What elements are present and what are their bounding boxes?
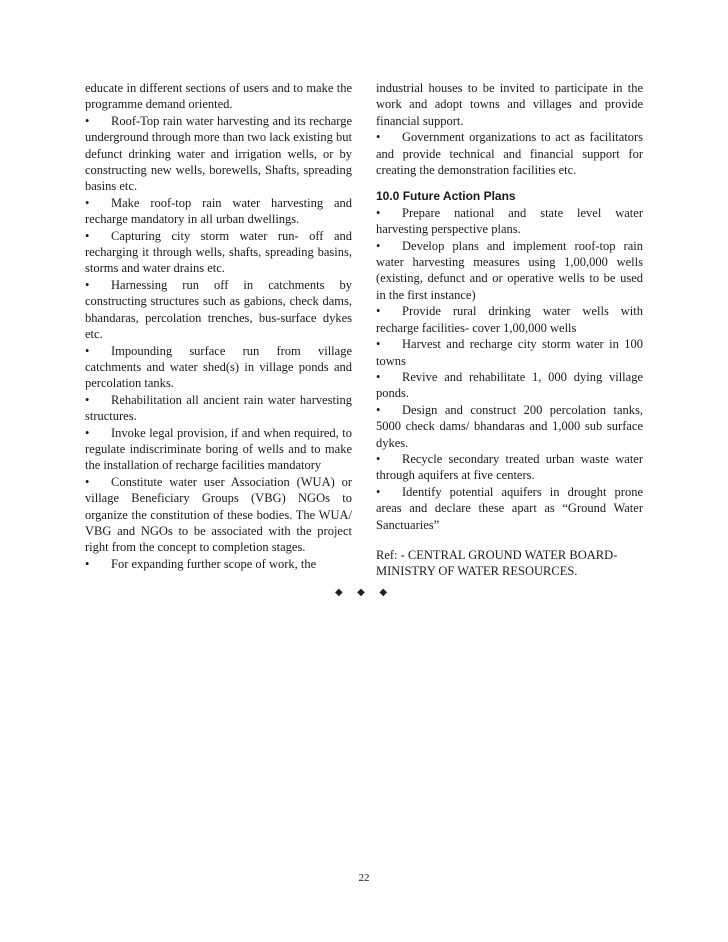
bullet-marker: • — [376, 451, 381, 466]
left-continuation-paragraph: educate in different sections of users and to make the programme demand oriented. — [85, 81, 352, 112]
list-item: • Impounding surface run from village catchments and water shed(s) in village ponds and percolation tanks. — [85, 343, 352, 391]
reference-note: Ref: - CENTRAL GROUND WATER BOARD-MINISTRY OF WATER RESOURCES. — [376, 547, 618, 579]
bullet-marker: • — [376, 304, 381, 319]
list-item: • Constitute water user Association (WUA) or village Beneficiary Groups (VBG) NGOs to organize the constitution of these bodies. The WUA/ VBG and NGOs to be associated with the project right from the concept to completion stages. — [85, 474, 352, 555]
list-item: • Capturing city storm water run- off and recharging it through wells, shafts, spreading basins, storms and water drains etc. — [85, 228, 352, 276]
bullet-marker: • — [376, 402, 381, 417]
bullet-marker: • — [85, 474, 90, 489]
bullet-marker: • — [85, 425, 90, 440]
bullet-marker: • — [376, 130, 381, 145]
list-item: • Invoke legal provision, if and when required, to regulate indiscriminate boring of wells and to make the installation of recharge facilities mandatory — [85, 425, 352, 473]
list-item: • Recycle secondary treated urban waste water through aquifers at five centers. — [376, 451, 643, 483]
list-item: • Prepare national and state level water harvesting perspective plans. — [376, 205, 643, 237]
left-bullet-list — [85, 113, 352, 572]
bullet-marker: • — [85, 195, 90, 210]
list-item: • Roof-Top rain water harvesting and its recharge underground through more than two lack existing but defunct drinking water and irrigation wells, or by constructing new wells, borewells, Shafts, spreading basins etc. — [85, 113, 352, 194]
list-item: • Make roof-top rain water harvesting and recharge mandatory in all urban dwellings. — [85, 195, 352, 227]
bullet-marker: • — [85, 556, 90, 571]
left-column — [85, 80, 352, 572]
list-item: • Identify potential aquifers in drought prone areas and declare these apart as “Ground Water Sanctuaries” — [376, 484, 643, 532]
right-column — [376, 80, 643, 580]
list-item: • Harnessing run off in catchments by constructing structures such as gabions, check dams, bhandaras, percolation trenches, bus-surface dykes etc. — [85, 277, 352, 342]
right-continuation-paragraph: industrial houses to be invited to participate in the work and adopt towns and villages and provide financial support. — [376, 81, 643, 128]
section-heading: 10.0 Future Action Plans — [376, 189, 516, 204]
bullet-marker: • — [85, 343, 90, 358]
bullet-marker: • — [85, 392, 90, 407]
bullet-marker: • — [85, 113, 90, 128]
list-item: • Revive and rehabilitate 1, 000 dying village ponds. — [376, 369, 643, 401]
section-separator: ◆ ◆ ◆ — [334, 587, 394, 598]
list-item: • Provide rural drinking water wells with recharge facilities- cover 1,00,000 wells — [376, 304, 643, 335]
list-item: • For expanding further scope of work, the — [85, 556, 317, 571]
bullet-marker: • — [376, 238, 381, 253]
bullet-marker: • — [376, 337, 381, 352]
list-item: • Rehabilitation all ancient rain water harvesting structures. — [85, 392, 352, 424]
bullet-marker: • — [85, 277, 90, 292]
list-item: • Develop plans and implement roof-top rain water harvesting measures using 1,00,000 wells (existing, defunct and or operative wells to be used in the first instance) — [376, 238, 643, 302]
list-item: • Government organizations to act as facilitators and provide technical and financial support for creating the demonstration facilities etc. — [376, 130, 643, 178]
list-item: • Harvest and recharge city storm water in 100 towns — [376, 337, 643, 368]
bullet-marker: • — [376, 369, 381, 384]
bullet-marker: • — [85, 228, 90, 243]
action-plan-list — [376, 205, 643, 533]
page-number: 22 — [358, 872, 370, 884]
bullet-marker: • — [376, 205, 381, 220]
list-item: • Design and construct 200 percolation tanks, 5000 check dams/ bhandaras and 1,000 sub surface dykes. — [376, 402, 643, 450]
bullet-marker: • — [376, 484, 381, 499]
